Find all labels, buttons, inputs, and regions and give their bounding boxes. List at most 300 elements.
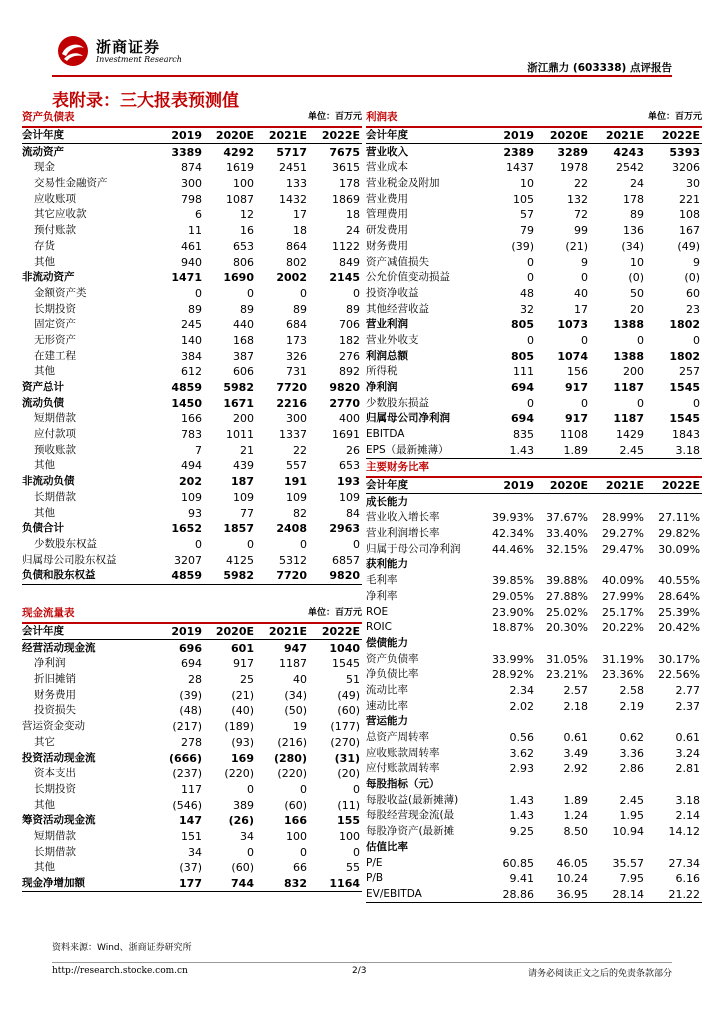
logo-mark-icon: [56, 34, 90, 68]
table-row: [366, 442, 702, 458]
row-label: 预付账款: [34, 224, 76, 237]
row-value: [646, 636, 702, 652]
row-value: 2963: [329, 522, 361, 536]
table-row: [366, 223, 702, 239]
row-value: 1.43: [509, 793, 534, 807]
row-value: 731: [286, 365, 307, 379]
row-value: 461: [181, 239, 202, 253]
row-label: 归属母公司净利润: [366, 412, 450, 425]
row-value: 917: [565, 381, 588, 395]
row-value: 384: [181, 349, 202, 363]
row-value: 20.30%: [546, 621, 588, 635]
row-value: 694: [511, 412, 534, 426]
table-row: [366, 317, 702, 333]
row-label: 利润总额: [366, 349, 408, 362]
row-value: 136: [623, 224, 644, 238]
row-value: (49): [337, 688, 361, 702]
row-label: 营业税金及附加: [366, 177, 440, 190]
row-value: 16: [240, 224, 254, 238]
row-value: 202: [179, 475, 202, 489]
row-value: 1.43: [509, 809, 534, 823]
row-value: 187: [231, 475, 254, 489]
row-value: 109: [339, 490, 361, 504]
column-header-year: 2019: [152, 127, 204, 144]
row-value: 29.27%: [602, 527, 644, 541]
row-value: 1.24: [563, 809, 588, 823]
row-value: 1857: [223, 522, 254, 536]
row-value: (93): [231, 735, 254, 749]
row-value: (60): [337, 704, 361, 718]
table-row: [366, 745, 702, 761]
row-value: 494: [181, 459, 202, 473]
table-title: 现金流量表: [22, 606, 256, 623]
row-value: 2145: [329, 271, 361, 285]
row-value: (26): [228, 814, 254, 828]
row-value: 14.12: [668, 825, 701, 839]
row-label: 成长能力: [366, 495, 408, 508]
row-value: 387: [233, 349, 254, 363]
row-value: [646, 557, 702, 573]
logo-text-cn: 浙商证券: [96, 38, 161, 56]
row-label: 流动比率: [366, 683, 408, 696]
row-label: 获利能力: [366, 558, 408, 571]
column-header-year: 2021E: [590, 477, 646, 494]
row-value: 0.61: [563, 731, 588, 745]
table-header-row: [366, 477, 702, 494]
row-value: 1122: [332, 239, 361, 253]
row-value: 835: [513, 428, 534, 442]
column-header-year: 2019: [484, 477, 536, 494]
row-value: 17: [574, 302, 588, 316]
table-row: [366, 573, 702, 589]
row-value: 805: [511, 318, 534, 332]
table-row: [366, 698, 702, 714]
row-label: ROIC: [366, 621, 392, 634]
row-value: 7.95: [619, 872, 644, 886]
row-label: 每股净资产(最新摊: [366, 825, 455, 838]
table-row: [22, 537, 362, 553]
row-label: 公允价值变动损益: [366, 271, 450, 284]
column-header-label: 会计年度: [366, 477, 484, 494]
row-value: 3389: [171, 145, 202, 159]
row-value: 22: [574, 177, 588, 191]
row-value: 2770: [329, 396, 361, 410]
row-value: (0): [628, 271, 644, 285]
row-value: 1.43: [484, 442, 536, 458]
row-label: 净利润: [366, 381, 398, 394]
row-value: 178: [623, 192, 644, 206]
row-value: 0: [300, 286, 307, 300]
row-value: 4243: [613, 145, 644, 159]
row-label: 负债合计: [22, 522, 64, 535]
table-unit: 单位：百万元: [256, 110, 362, 127]
table-header-row: [366, 127, 702, 144]
row-value: 18.87%: [492, 621, 534, 635]
row-value: 33.40%: [546, 527, 588, 541]
row-value: 5393: [669, 145, 701, 159]
row-label: 营业利润增长率: [366, 527, 440, 540]
row-value: 7: [195, 443, 202, 457]
row-value: (237): [172, 767, 202, 781]
table-row: [366, 887, 702, 903]
row-value: (177): [330, 720, 361, 734]
row-label: 其他: [34, 365, 55, 378]
row-value: 77: [240, 506, 254, 520]
row-value: 2.77: [675, 683, 701, 697]
row-value: 25.39%: [658, 605, 701, 619]
footer-disclaimer: 请务必阅读正文之后的免责条款部分: [527, 969, 672, 979]
row-label: 营业收入增长率: [366, 511, 440, 524]
row-value: 1869: [332, 192, 361, 206]
row-value: 2542: [616, 161, 644, 175]
row-value: 20: [630, 302, 644, 316]
row-value: 3.24: [675, 746, 701, 760]
row-value: (60): [284, 798, 307, 812]
row-label: P/E: [366, 856, 383, 869]
row-value: 744: [204, 876, 256, 892]
row-value: 200: [233, 412, 254, 426]
row-value: 1619: [226, 161, 254, 175]
row-label: ROE: [366, 605, 389, 618]
row-value: 0.56: [509, 731, 534, 745]
row-value: 50: [630, 286, 644, 300]
row-value: 2.18: [563, 699, 588, 713]
row-value: 1073: [557, 318, 588, 332]
table-title: 利润表: [366, 110, 590, 127]
row-value: [590, 494, 646, 510]
row-value: [536, 714, 590, 730]
column-header-year: 2020E: [204, 623, 256, 640]
row-value: 694: [181, 657, 202, 671]
table-header-row: [22, 127, 362, 144]
column-header-year: 2021E: [590, 127, 646, 144]
income-statement-table: [366, 110, 702, 459]
row-value: 193: [337, 475, 361, 489]
column-header-year: 2019: [152, 623, 204, 640]
row-value: (217): [172, 720, 202, 734]
table-row: [366, 871, 702, 887]
table-row: [366, 427, 702, 443]
footer-url[interactable]: http://research.stocke.com.cn: [52, 966, 188, 976]
row-value: 917: [233, 657, 254, 671]
row-value: 22.56%: [658, 668, 701, 682]
row-value: 20.22%: [602, 621, 644, 635]
row-label: 估值比率: [366, 840, 408, 853]
table-row: [22, 844, 362, 860]
report-title: 浙江鼎力 (603338) 点评报告: [527, 62, 672, 74]
row-value: 169: [231, 751, 254, 765]
row-value: [590, 840, 646, 856]
table-row: [22, 782, 362, 798]
row-value: 5982: [204, 568, 256, 584]
row-value: 864: [286, 239, 307, 253]
row-value: 7720: [276, 381, 307, 395]
row-value: 9: [693, 255, 701, 269]
table-row: [22, 239, 362, 255]
row-value: 8.50: [563, 825, 588, 839]
row-value: (40): [231, 704, 254, 718]
row-value: 9820: [309, 568, 362, 584]
row-value: 798: [181, 192, 202, 206]
financial-ratios-table: [366, 460, 702, 903]
column-header-year: 2021E: [256, 127, 309, 144]
row-value: 7675: [329, 145, 361, 159]
row-value: 3.62: [509, 746, 534, 760]
row-value: 66: [293, 861, 307, 875]
row-label: 少数股东权益: [34, 537, 97, 550]
table-row: [366, 761, 702, 777]
row-label: 短期借款: [34, 412, 76, 425]
row-label: 净利润: [34, 657, 66, 670]
row-value: [590, 777, 646, 793]
row-label: 经营活动现金流: [22, 641, 96, 654]
row-value: 4292: [223, 145, 254, 159]
row-value: [536, 777, 590, 793]
row-value: 2.19: [619, 699, 644, 713]
company-logo: [56, 34, 216, 70]
table-row: [22, 144, 362, 160]
row-value: 109: [286, 490, 307, 504]
row-value: 245: [181, 318, 202, 332]
table-row: [22, 640, 362, 656]
row-value: [590, 557, 646, 573]
row-value: 440: [233, 318, 254, 332]
row-value: 1471: [171, 271, 202, 285]
row-label: P/B: [366, 872, 384, 885]
row-value: 0.61: [675, 731, 701, 745]
row-value: 257: [679, 365, 701, 379]
source-note: 资料来源：Wind、浙商证券研究所: [52, 943, 192, 953]
row-value: (220): [224, 767, 254, 781]
row-value: 9.41: [509, 872, 534, 886]
table-row: [366, 840, 702, 856]
row-value: 19: [293, 720, 307, 734]
row-value: 155: [337, 814, 361, 828]
row-value: 31.05%: [546, 652, 588, 666]
row-value: 1545: [332, 657, 361, 671]
table-row: [22, 270, 362, 286]
row-value: 89: [240, 302, 254, 316]
section-title: 表附录：三大报表预测值: [52, 91, 239, 111]
table-row: [22, 703, 362, 719]
table-unit: 单位：百万元: [590, 110, 702, 127]
row-value: [536, 494, 590, 510]
row-value: 0: [353, 782, 361, 796]
row-label: 投资损失: [34, 704, 76, 717]
table-row: [366, 286, 702, 302]
row-label: 金额资产类: [34, 286, 87, 299]
table-header-row: [22, 623, 362, 640]
row-value: 39.85%: [492, 574, 534, 588]
row-label: 毛利率: [366, 574, 398, 587]
row-value: 1040: [329, 641, 361, 655]
row-value: 917: [565, 412, 588, 426]
row-value: 606: [233, 365, 254, 379]
row-value: 221: [679, 192, 701, 206]
row-value: 72: [574, 208, 588, 222]
row-value: 3289: [557, 145, 588, 159]
row-label: 筹资活动现金流: [22, 814, 96, 827]
row-value: 34: [240, 829, 254, 843]
table-row: [22, 876, 362, 892]
row-value: 2.86: [619, 762, 644, 776]
row-value: 29.47%: [602, 542, 644, 556]
row-value: 3.18: [646, 442, 702, 458]
cash-flow-table: [22, 606, 362, 892]
row-value: 0: [527, 271, 534, 285]
row-value: 100: [286, 829, 307, 843]
page-number: 2/3: [352, 966, 367, 976]
row-value: 191: [284, 475, 307, 489]
row-value: 612: [181, 365, 202, 379]
table-row: [366, 714, 702, 730]
row-label: 归属母公司股东权益: [22, 553, 117, 566]
row-value: 23.21%: [546, 668, 588, 682]
row-label: 非流动负债: [22, 475, 75, 488]
row-value: [484, 714, 536, 730]
row-label: 其他: [34, 861, 55, 874]
row-value: 1450: [171, 396, 202, 410]
row-value: 2451: [279, 161, 307, 175]
table-row: [366, 191, 702, 207]
table-row: [366, 730, 702, 746]
row-value: (20): [337, 767, 361, 781]
row-value: 18: [293, 224, 307, 238]
row-value: (34): [621, 239, 644, 253]
row-value: (220): [277, 767, 307, 781]
table-row: [366, 411, 702, 427]
row-value: 1388: [613, 349, 644, 363]
table-title-row: [366, 110, 702, 127]
row-label: 应付账款周转率: [366, 762, 440, 775]
row-label: 归属于母公司净利润: [366, 542, 461, 555]
row-value: 1388: [613, 318, 644, 332]
row-value: 36.95: [536, 887, 590, 903]
table-row: [22, 672, 362, 688]
row-value: 0: [637, 333, 644, 347]
row-value: 947: [284, 641, 307, 655]
column-header-year: 2020E: [536, 477, 590, 494]
column-header-year: 2022E: [646, 127, 702, 144]
table-row: [22, 797, 362, 813]
row-value: 0: [527, 255, 534, 269]
column-header-label: 会计年度: [22, 127, 152, 144]
row-label: EV/EBITDA: [366, 887, 484, 903]
column-header-year: 2019: [484, 127, 536, 144]
row-value: 6: [195, 208, 202, 222]
table-row: [22, 568, 362, 584]
row-value: 147: [179, 814, 202, 828]
row-value: 6857: [332, 553, 361, 567]
table-row: [366, 541, 702, 557]
row-value: 28.14: [590, 887, 646, 903]
row-value: 892: [339, 365, 361, 379]
row-value: 23.90%: [492, 605, 534, 619]
table-title-row: [22, 110, 362, 127]
row-value: 40.09%: [602, 574, 644, 588]
column-header-year: 2020E: [204, 127, 256, 144]
column-header-label: 会计年度: [22, 623, 152, 640]
row-value: 20.42%: [658, 621, 701, 635]
table-row: [22, 719, 362, 735]
table-row: [366, 301, 702, 317]
row-value: 1074: [557, 349, 588, 363]
row-value: 940: [181, 255, 202, 269]
row-value: 27.11%: [658, 511, 701, 525]
row-value: 3.49: [563, 746, 588, 760]
table-unit: 单位：百万元: [256, 606, 362, 623]
row-value: 10.94: [612, 825, 644, 839]
row-label: 投资净收益: [366, 286, 419, 299]
table-row: [22, 427, 362, 443]
table-row: [366, 526, 702, 542]
row-value: 2.58: [619, 683, 644, 697]
row-value: 389: [233, 798, 254, 812]
row-value: 30.09%: [658, 542, 701, 556]
row-value: 684: [286, 318, 307, 332]
table-row: [22, 176, 362, 192]
table-row: [22, 301, 362, 317]
row-value: [646, 777, 702, 793]
row-value: 0: [247, 537, 254, 551]
row-value: [536, 840, 590, 856]
row-value: 5982: [223, 381, 254, 395]
row-label: EPS（最新摊薄）: [366, 442, 484, 458]
row-label: 营业成本: [366, 161, 408, 174]
row-label: 其他: [34, 255, 55, 268]
row-value: 173: [286, 333, 307, 347]
row-value: 27.99%: [602, 589, 644, 603]
row-value: 31.19%: [602, 652, 644, 666]
row-value: 0: [581, 396, 588, 410]
row-value: 84: [346, 506, 361, 520]
row-value: 32: [520, 302, 534, 316]
row-value: [536, 557, 590, 573]
table-row: [22, 191, 362, 207]
table-row: [366, 777, 702, 793]
row-value: 2408: [276, 522, 307, 536]
row-value: 21.22: [646, 887, 702, 903]
row-value: 109: [181, 490, 202, 504]
row-value: 1.89: [536, 442, 590, 458]
table-title-row: [366, 460, 702, 477]
row-value: (546): [172, 798, 202, 812]
table-row: [22, 286, 362, 302]
row-value: 1802: [669, 318, 701, 332]
row-value: 105: [513, 192, 534, 206]
row-value: 9820: [329, 381, 361, 395]
row-value: 0: [247, 286, 254, 300]
row-value: 0: [300, 782, 307, 796]
column-header-year: 2020E: [536, 127, 590, 144]
table-row: [22, 223, 362, 239]
row-value: 79: [520, 224, 534, 238]
row-value: 111: [513, 365, 534, 379]
row-value: 696: [179, 641, 202, 655]
row-value: 1437: [506, 161, 534, 175]
row-value: 177: [152, 876, 204, 892]
row-label: 资本支出: [34, 767, 76, 780]
row-value: 0: [195, 537, 202, 551]
row-value: 10: [520, 177, 534, 191]
row-value: 1187: [613, 412, 644, 426]
row-value: 21: [240, 443, 254, 457]
row-value: 849: [339, 255, 361, 269]
row-value: 557: [286, 459, 307, 473]
row-label: 非流动资产: [22, 271, 75, 284]
row-value: 1337: [279, 428, 307, 442]
row-value: (31): [334, 751, 361, 765]
